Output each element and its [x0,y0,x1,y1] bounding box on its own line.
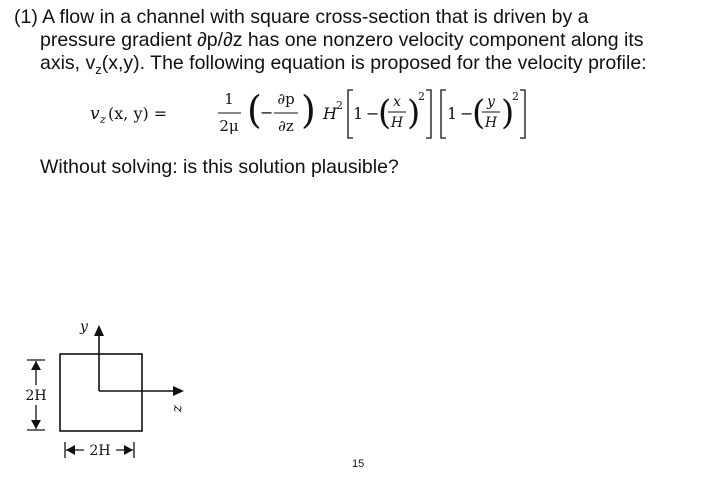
y-axis-arrowhead [94,325,104,336]
eq-grad-numerator: ∂p [277,90,295,108]
eq-one-1: 1 [353,104,364,123]
eq-grad-denominator: ∂z [278,117,294,135]
eq-exp-2: 2 [512,90,519,103]
problem-line-3 [14,52,704,81]
z-axis-arrowhead [173,386,184,396]
eq-coef-numerator: 1 [224,90,234,108]
z-axis-label: z [170,405,186,413]
height-arrow-up [31,361,41,370]
problem-line-2 [14,29,704,52]
eq-bracket-2-close [520,90,525,138]
eq-inner-paren-close-2: ) [501,93,515,133]
eq-inner-paren-open-2: ( [472,93,486,133]
width-arrow-right [124,445,133,455]
y-axis-label: y [80,319,88,335]
eq-one-2: 1 [447,104,458,123]
eq-y-denominator: H [484,115,498,131]
eq-lhs-subscript: z [100,113,106,126]
problem-text-3b: (x,y). The following equation is proposed for the velocity profile: [101,52,647,74]
problem-text-1: (1) A flow in a channel with square cross-section that is driven by a [14,6,589,28]
problem-statement [14,6,704,81]
width-arrow-left [66,445,75,455]
eq-inner-paren-close-1: ) [407,93,421,133]
eq-bracket-1-close [426,90,431,138]
eq-bracket-2-open [441,90,446,138]
height-label: 2H [25,388,47,404]
width-label: 2H [89,443,111,459]
problem-subscript: z [95,61,102,77]
eq-y-numerator: y [487,94,495,110]
problem-text-2: pressure gradient ∂p/∂z has one nonzero velocity component along its [40,29,644,51]
eq-coef-denominator: 2μ [219,117,239,135]
eq-lhs-v: v [90,104,100,124]
eq-minus-1: − [260,103,274,122]
height-arrow-down [31,420,41,429]
page-number: 15 [352,458,365,470]
eq-h-exponent: 2 [336,99,343,112]
eq-minus-2: − [366,104,380,123]
eq-exp-1: 2 [418,90,425,103]
eq-inner-paren-open-1: ( [378,93,392,133]
eq-paren-close: ) [301,88,316,132]
eq-x-denominator: H [390,115,404,131]
problem-text-3a: axis, v [40,52,96,74]
problem-line-1 [14,6,704,29]
question-text: Without solving: is this solution plausible? [40,156,399,178]
eq-x-numerator: x [393,94,401,110]
velocity-equation [90,82,650,142]
eq-lhs-args: (x, y) = [108,104,168,123]
channel-cross-section-diagram [14,305,214,480]
eq-minus-3: − [460,104,474,123]
eq-h: H [323,104,337,123]
channel-square [60,354,142,431]
eq-paren-open: ( [247,88,262,132]
